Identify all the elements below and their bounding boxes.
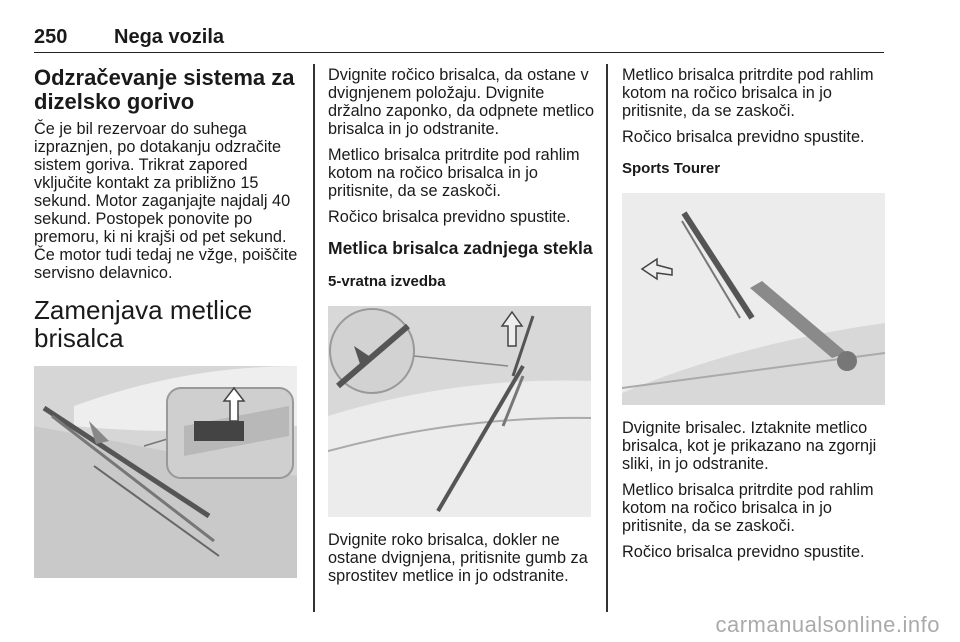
rear-wiper-sports-tourer-figure	[622, 193, 885, 405]
lower-arm-text: Ročico brisalca previdno spustite.	[328, 208, 571, 226]
page-number: 250	[34, 26, 68, 48]
attach-blade-text: Metlico brisalca pritrdite pod rahlim kotom na ročico brisalca in jo pritisnite, da se zaskoči.	[328, 146, 580, 200]
attach-blade-text-3: Metlico brisalca pritrdite pod rahlim kotom na ročico brisalca in jo pritisnite, da se zaskoči.	[622, 481, 874, 535]
release-blade-text: Dvignite roko brisalca, dokler ne ostane dvignjena, pritisnite gumb za sprostitev metlice in jo odstranite.	[328, 531, 588, 585]
column-2	[328, 66, 598, 593]
diesel-bleeding-text: Če je bil rezervoar do suhega izpraznjen, po dotakanju odzračite sistem goriva. Trikrat zapored vključite kontakt za približno 15 sekund. Motor zaganjajte najdalj 40 sekund. Postopek ponovite po premoru, ki ni krajši od pet sekund. Če motor tudi tedaj ne vžge, poiščite servisno delavnico.	[34, 120, 298, 282]
page-header	[34, 26, 884, 53]
lower-arm-text-3: Ročico brisalca previdno spustite.	[622, 543, 865, 561]
column-1	[34, 66, 304, 578]
heading-wiper-replacement: Zamenjava metlice brisalca	[34, 295, 253, 353]
column-divider	[313, 64, 315, 612]
attach-blade-text-2: Metlico brisalca pritrdite pod rahlim kotom na ročico brisalca in jo pritisnite, da se zaskoči.	[622, 66, 874, 120]
subheading-5-door: 5-vratna izvedba	[328, 273, 446, 290]
column-divider	[606, 64, 608, 612]
heading-rear-wiper: Metlica brisalca zadnjega stekla	[328, 238, 593, 258]
subheading-sports-tourer: Sports Tourer	[622, 160, 721, 177]
lower-arm-text-2: Ročico brisalca previdno spustite.	[622, 128, 865, 146]
column-3	[622, 66, 892, 569]
front-wiper-figure	[34, 366, 297, 578]
rear-wiper-5door-figure	[328, 306, 591, 517]
section-title: Nega vozila	[114, 26, 225, 48]
watermark: carmanualsonline.info	[715, 612, 940, 637]
remove-blade-text: Dvignite brisalec. Iztaknite metlico brisalca, kot je prikazano na zgornji sliki, in jo odstranite.	[622, 419, 877, 473]
raise-arm-text: Dvignite ročico brisalca, da ostane v dvignjenem položaju. Dvignite držalno zaponko, da odpnete metlico brisalca in jo odstranite.	[328, 66, 595, 138]
heading-diesel-bleeding: Odzračevanje sistema za dizelsko gorivo	[34, 65, 295, 114]
